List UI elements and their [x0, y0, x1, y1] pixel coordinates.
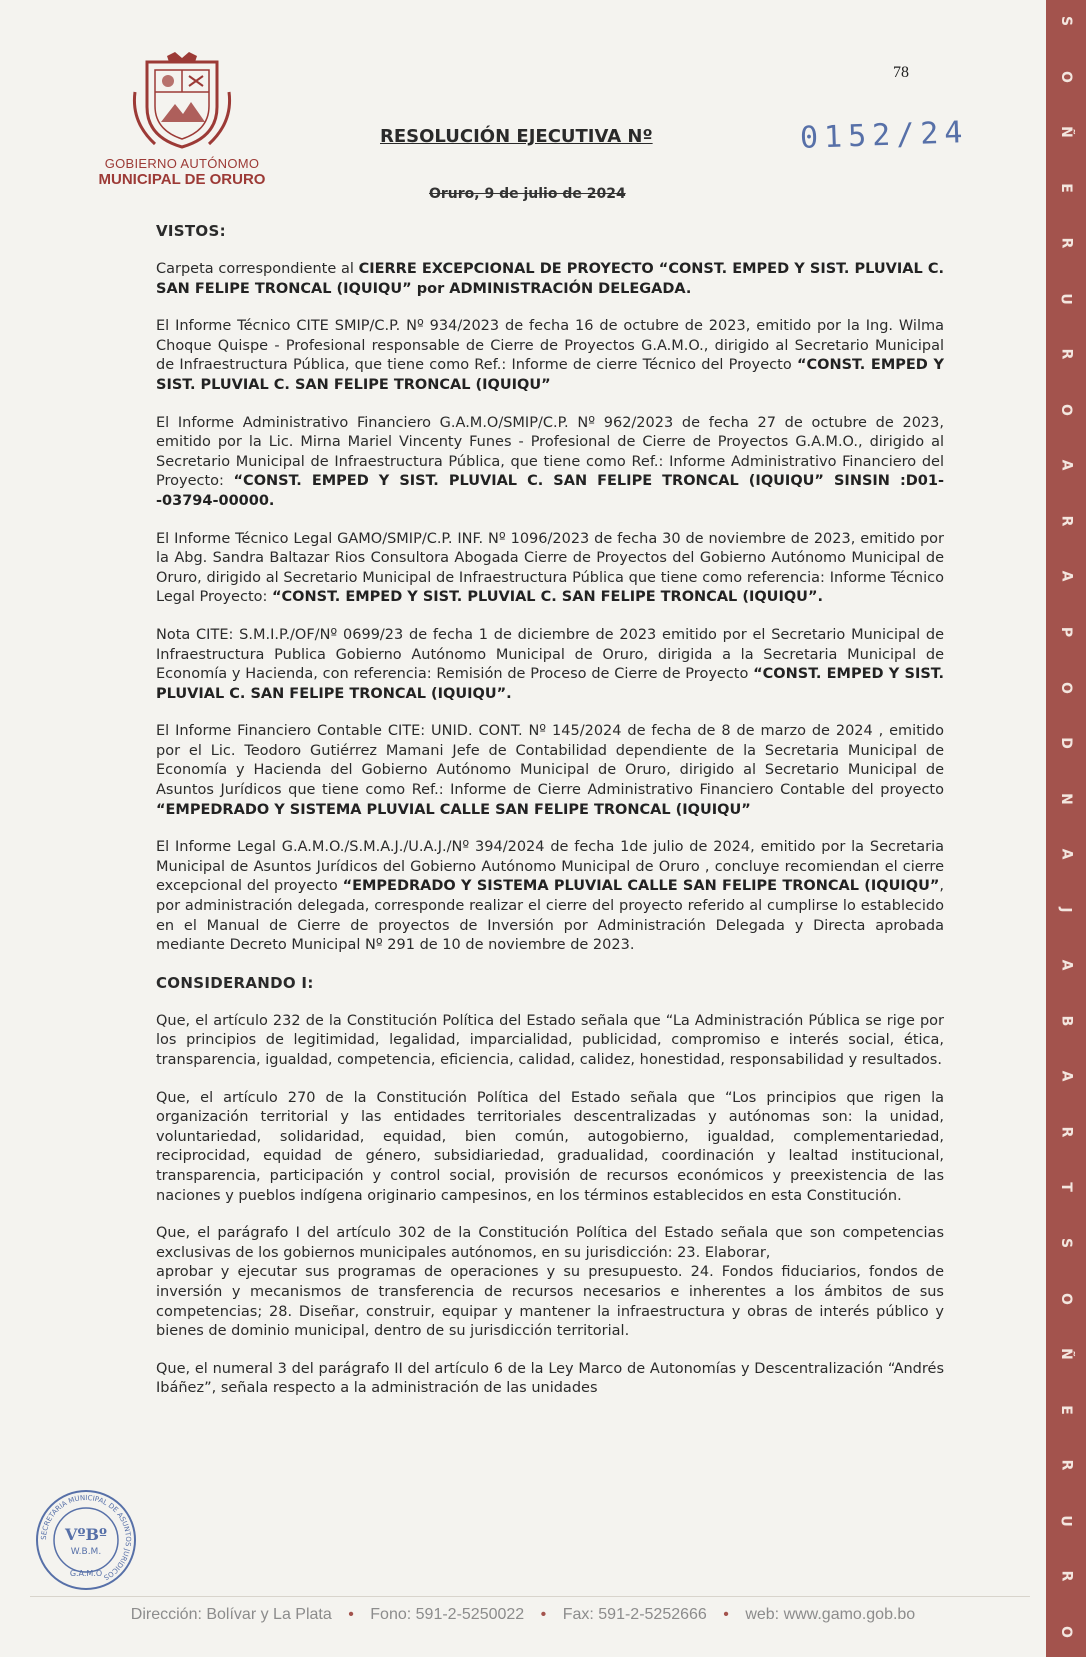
stamp-initials: W.B.M. — [70, 1547, 102, 1557]
resolution-number-stamp: 0152/24 — [799, 115, 969, 156]
footer-address: Dirección: Bolívar y La Plata — [130, 1606, 332, 1623]
paragraph: Que, el numeral 3 del parágrafo II del artículo 6 de la Ley Marco de Autonomías y Descentralización “Andrés Ibáñez”, señala respecto a la administración de las unidades — [156, 1360, 944, 1397]
footer-separator: • — [723, 1606, 729, 1623]
document-body — [156, 222, 944, 1417]
banner-letter: J — [1058, 907, 1074, 913]
section-heading-vistos: VISTOS: — [156, 222, 226, 240]
banner-letter: E — [1057, 182, 1074, 193]
banner-letter: R — [1058, 1126, 1074, 1138]
paragraph-bold: “CONST. EMPED Y SIST. PLUVIAL C. SAN FELIPE TRONCAL (IQUIQU”. — [156, 666, 944, 702]
footer-web: web: www.gamo.gob.bo — [745, 1606, 916, 1623]
page-number: 78 — [893, 64, 909, 81]
paragraph — [156, 260, 944, 299]
document-title: RESOLUCIÓN EJECUTIVA Nº — [380, 126, 653, 147]
banner-letter: R — [1058, 1459, 1074, 1471]
paragraph-text: Nota CITE: S.M.I.P./OF/Nº 0699/23 de fecha 1 de diciembre de 2023 emitido por el Secretario Municipal de Infraestructura Publica Gobierno Autónomo Municipal de Oruro, dirigida a la Secretaria Municipal de Economía y Hacienda, con referencia: Remisión de Proceso de Cierre de Proyecto — [156, 626, 944, 683]
banner-letter: A — [1058, 848, 1074, 860]
paragraph-text: El Informe Financiero Contable CITE: UNID. CONT. Nº 145/2024 de fecha de 8 de marzo de 2024 , emitido por el Lic. Teodoro Gutiérrez Mamani Jefe de Contabilidad dependiente de la Secretaria Municipal de Economía y Hacienda del Gobierno Autónomo Municipal de Oruro, dirigido al Secretario Municipal de Asuntos Jurídicos que tiene como Ref.: Informe de Cierre Administrativo Financiero Contable del proyecto — [156, 723, 944, 799]
paragraph — [156, 626, 944, 704]
footer-separator: • — [540, 1606, 547, 1623]
banner-letter: R — [1058, 237, 1074, 249]
banner-letter: U — [1058, 293, 1074, 305]
paragraph-text: Carpeta correspondiente al — [156, 261, 359, 277]
footer-divider — [30, 1596, 1030, 1597]
paragraph — [156, 722, 944, 820]
approval-stamp — [34, 1488, 138, 1592]
paragraph — [156, 530, 944, 608]
section-heading-considerando: CONSIDERANDO I: — [156, 973, 314, 992]
footer — [0, 1606, 1046, 1624]
banner-letter: N — [1058, 792, 1074, 805]
banner-letter: T — [1058, 1182, 1074, 1193]
banner-letter: B — [1057, 1015, 1074, 1027]
banner-letter: O — [1058, 1625, 1074, 1638]
banner-letter: A — [1058, 1070, 1074, 1082]
banner-letter: O — [1058, 681, 1074, 694]
paragraph: Que, el parágrafo I del artículo 302 de la Constitución Política del Estado señala que son competencias exclusivas de los gobiernos municipales autónomos, en su jurisdicción: 23. Elaborar, — [156, 1225, 944, 1261]
paragraph-text: El Informe Administrativo Financiero G.A.M.O/SMIP/C.P. Nº 962/2023 de fecha 27 de octubre de 2023, emitido por la Lic. Mirna Mariel Vincenty Funes - Profesional de Cierre de Proyectos G.A.M.O., dirigido al Secretario Municipal de Infraestructura Pública, que tiene como Ref.: Informe Administrativo Financiero del Proyecto: — [156, 414, 944, 490]
footer-fax: Fax: 591-2-5252666 — [562, 1606, 707, 1623]
banner-letter: R — [1058, 1570, 1074, 1582]
paragraph-bold: “EMPEDRADO Y SISTEMA PLUVIAL CALLE SAN FELIPE TRONCAL (IQUIQU” — [156, 801, 751, 818]
paragraph-bold: CIERRE EXCEPCIONAL DE PROYECTO “CONST. EMPED Y SIST. PLUVIAL C. SAN FELIPE TRONCAL (IQUIQU” por ADMINISTRACIÓN DELEGADA. — [156, 261, 944, 297]
banner-letter: A — [1058, 571, 1074, 582]
paragraph: aprobar y ejecutar sus programas de operaciones y su presupuesto. 24. Fondos fiduciarios, fondos de inversión y mecanismos de transferencia de recursos necesarios e inherentes a los ámbitos de sus competencias; 28. Diseñar, construir, equipar y mantener la infraestructura y obras de interés público y bienes de dominio municipal, dentro de su jurisdicción territorial. — [156, 1264, 944, 1340]
banner-letter: Ñ — [1058, 126, 1074, 138]
footer-separator: • — [348, 1606, 354, 1623]
banner-letter: E — [1057, 1404, 1074, 1415]
document-date: Oruro, 9 de julio de 2024 — [429, 186, 626, 202]
banner-letter: O — [1058, 70, 1074, 83]
paragraph-bold: “CONST. EMPED Y SIST. PLUVIAL C. SAN FELIPE TRONCAL (IQUIQU”. — [272, 589, 823, 606]
paragraph-text: El Informe Técnico CITE SMIP/C.P. Nº 934/2023 de fecha 16 de octubre de 2023, emitido por la Ing. Wilma Choque Quispe - Profesional responsable de Cierre de Proyectos G.A.M.O., dirigido al Secretario Municipal de Infraestructura Pública, que tiene como Ref.: Informe de cierre Técnico del Proyecto — [156, 318, 944, 374]
stamp-ring-text: SECRETARIA MUNICIPAL DE ASUNTOS JURIDICOS — [39, 1493, 133, 1582]
banner-letter: A — [1058, 959, 1074, 971]
banner-letter: O — [1058, 1292, 1074, 1305]
paragraph — [156, 838, 944, 956]
banner-letter: O — [1058, 403, 1074, 416]
logo-line-1: GOBIERNO AUTÓNOMO — [104, 156, 260, 171]
municipal-logo — [92, 52, 272, 188]
side-banner — [1046, 0, 1086, 1657]
stamp-center: VºBº — [65, 1525, 107, 1544]
logo-line-2: MUNICIPAL DE ORURO — [98, 171, 266, 188]
coat-of-arms-icon — [127, 52, 237, 152]
banner-letter: P — [1057, 626, 1074, 638]
paragraph — [156, 317, 944, 395]
paragraph-bold: “CONST. EMPED Y SIST. PLUVIAL C. SAN FELIPE TRONCAL (IQUIQU” SINSIN :D01--03794-00000. — [156, 473, 945, 509]
banner-letter: R — [1058, 348, 1074, 360]
paragraph: Que, el artículo 270 de la Constitución Política del Estado señala que “Los principios que rigen la organización territorial y las entidades territoriales descentralizadas y autónomas son: la unidad, voluntariedad, solidaridad, equidad, bien común, autogobierno, igualdad, complementariedad, reciprocidad, equidad de género, subsidiariedad, gradualidad, coordinación y lealtad institucional, transparencia, participación y control social, provisión de recursos económicos y preexistencia de las naciones y pueblos indígena originario campesinos, en los términos establecidos en esta Constitución. — [156, 1089, 944, 1204]
paragraph — [156, 414, 944, 512]
banner-letter: U — [1058, 1515, 1074, 1527]
banner-letter: Ñ — [1058, 1348, 1074, 1360]
paragraph-bold: “EMPEDRADO Y SISTEMA PLUVIAL CALLE SAN FELIPE TRONCAL (IQUIQU” — [342, 878, 940, 895]
banner-letter: S — [1058, 15, 1074, 27]
paragraph-bold: “CONST. EMPED Y SIST. PLUVIAL C. SAN FELIPE TRONCAL (IQUIQU” — [156, 357, 944, 393]
banner-letter: D — [1058, 737, 1074, 749]
banner-letter: S — [1058, 1237, 1074, 1249]
paragraph: Que, el artículo 232 de la Constitución Política del Estado señala que “La Administración Pública se rige por los principios de legitimidad, legalidad, imparcialidad, publicidad, compromiso e interés social, ética, transparencia, igualdad, competencia, eficiencia, calidad, calidez, honestidad, responsabilidad y resultados. — [156, 1012, 944, 1068]
banner-letter: A — [1058, 459, 1074, 471]
paragraph-text: , por administración delegada, corresponde realizar el cierre del proyecto referido al cumplirse lo establecido en el Manual de Cierre de proyectos de Inversión por Administración Delegada y Directa aprobada mediante Decreto Municipal Nº 291 de 10 de noviembre de 2023. — [156, 878, 944, 954]
banner-letter: R — [1058, 515, 1074, 527]
paragraph-text: El Informe Legal G.A.M.O./S.M.A.J./U.A.J./Nº 394/2024 de fecha 1de julio de 2024, emitido por la Secretaria Municipal de Asuntos Jurídicos del Gobierno Autónomo Municipal de Oruro , concluye recomiendan el cierre excepcional del proyecto — [156, 839, 944, 895]
footer-phone: Fono: 591-2-5250022 — [370, 1606, 525, 1623]
paragraph-text: El Informe Técnico Legal GAMO/SMIP/C.P. INF. Nº 1096/2023 de fecha 30 de noviembre de 2023, emitido por la Abg. Sandra Baltazar Rios Consultora Abogada Cierre de Proyectos del Gobierno Autónomo Municipal de Oruro, dirigido al Secretario Municipal de Infraestructura Pública que tiene como referencia: Informe Técnico Legal Proyecto: — [156, 530, 944, 606]
stamp-bottom: G.A.M.O — [69, 1569, 103, 1578]
